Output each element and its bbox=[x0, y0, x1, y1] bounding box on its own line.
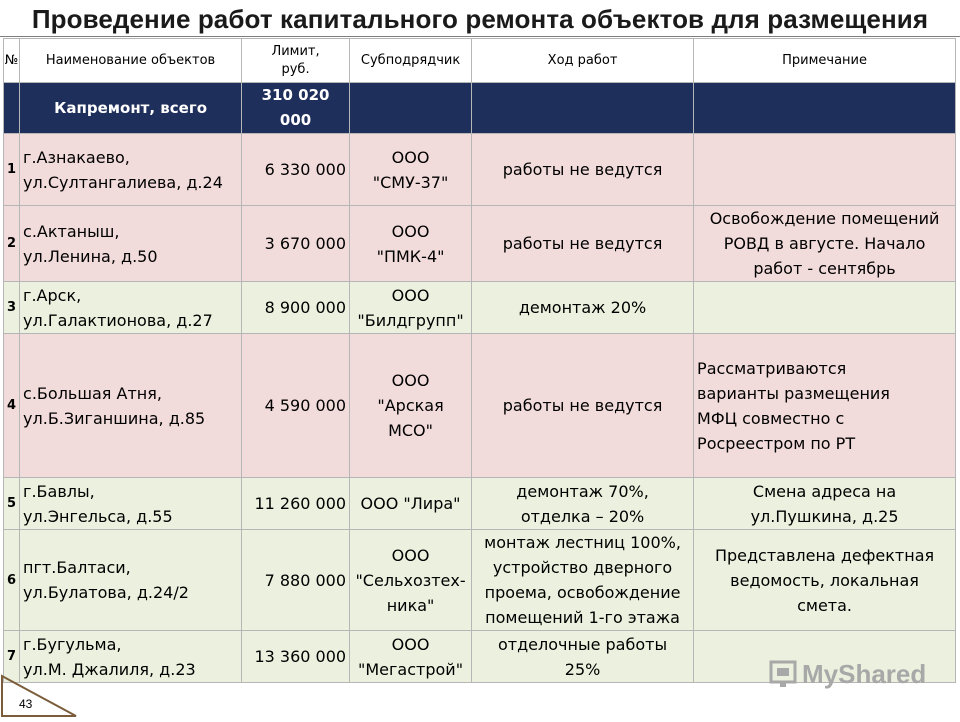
contractor bbox=[350, 530, 472, 631]
table-header-row bbox=[4, 39, 956, 83]
contractor-line: ника" bbox=[386, 595, 435, 615]
title-divider bbox=[0, 36, 960, 37]
work-progress-line: демонтаж 70%, bbox=[516, 481, 649, 501]
work-progress-line: работы не ведутся bbox=[502, 160, 663, 179]
work-progress-line: работы не ведутся bbox=[502, 396, 663, 415]
table-row bbox=[4, 134, 956, 206]
col-header-no: № bbox=[4, 39, 20, 83]
object-name-line: ул.Энгельса, д.55 bbox=[23, 506, 173, 526]
contractor bbox=[350, 206, 472, 282]
object-name-line: с.Большая Атня, bbox=[23, 383, 162, 403]
contractor-line: ООО bbox=[391, 147, 430, 167]
contractor-line: ООО bbox=[391, 634, 430, 654]
object-name-line: ул.Ленина, д.50 bbox=[23, 246, 158, 266]
object-name-line: ул.Булатова, д.24/2 bbox=[23, 583, 189, 602]
object-name bbox=[20, 530, 242, 631]
work-progress-line: демонтаж 20% bbox=[518, 298, 647, 317]
note bbox=[694, 334, 956, 478]
object-name-line: г.Бугульма, bbox=[23, 634, 122, 654]
contractor-line: ООО bbox=[391, 545, 430, 565]
row-number: 5 bbox=[4, 478, 20, 530]
note-line: работ - сентябрь bbox=[753, 259, 896, 278]
object-name-line: г.Бавлы, bbox=[23, 481, 95, 501]
table-row bbox=[4, 282, 956, 334]
row-number: 3 bbox=[4, 282, 20, 334]
row-number: 6 bbox=[4, 530, 20, 631]
note-line: варианты размещения bbox=[697, 383, 890, 403]
contractor-line: ООО bbox=[391, 285, 430, 305]
object-name bbox=[20, 334, 242, 478]
object-name-line: ул.Б.Зиганшина, д.85 bbox=[23, 408, 206, 428]
limit-amount: 4 590 000 bbox=[242, 334, 350, 478]
work-progress bbox=[472, 282, 694, 334]
total-value: 310 020 000 bbox=[242, 83, 350, 134]
limit-amount: 6 330 000 bbox=[242, 134, 350, 206]
limit-amount: 3 670 000 bbox=[242, 206, 350, 282]
object-name-line: ул.Галактионова, д.27 bbox=[23, 310, 213, 330]
limit-amount: 8 900 000 bbox=[242, 282, 350, 334]
work-progress-line: монтаж лестниц 100%, bbox=[484, 533, 681, 552]
slide-number: 43 bbox=[19, 697, 33, 711]
limit-amount: 13 360 000 bbox=[242, 631, 350, 683]
note-line: Смена адреса на bbox=[752, 481, 897, 501]
object-name bbox=[20, 282, 242, 334]
work-progress-line: отделочные работы bbox=[498, 634, 668, 654]
work-progress bbox=[472, 530, 694, 631]
note bbox=[694, 530, 956, 631]
work-progress-line: проема, освобождение bbox=[484, 583, 681, 602]
watermark-text: MyShared bbox=[802, 658, 927, 689]
contractor-line: ООО bbox=[391, 221, 430, 241]
note-line: Рассматриваются bbox=[697, 358, 847, 378]
table-row bbox=[4, 206, 956, 282]
limit-amount: 7 880 000 bbox=[242, 530, 350, 631]
table-row bbox=[4, 334, 956, 478]
contractor-line: "Билдгрупп" bbox=[357, 310, 464, 330]
contractor-line: ООО "Лира" bbox=[360, 494, 461, 513]
work-progress-line: помещений 1-го этажа bbox=[485, 608, 680, 627]
object-name-line: пгт.Балтаси, bbox=[23, 558, 131, 577]
row-number: 4 bbox=[4, 334, 20, 478]
note-line: Представлена дефектная bbox=[714, 545, 935, 565]
contractor-line: "Арская bbox=[377, 396, 444, 415]
presentation-logo-icon bbox=[768, 659, 798, 689]
total-label: Капремонт, всего bbox=[20, 83, 242, 134]
corner-triangle-icon bbox=[0, 672, 80, 718]
total-row bbox=[4, 83, 956, 134]
note-line: Освобождение помещений bbox=[709, 209, 940, 228]
note-line: Росреестром по РТ bbox=[697, 433, 856, 453]
note bbox=[694, 282, 956, 334]
contractor bbox=[350, 282, 472, 334]
object-name-line: ул.Султангалиева, д.24 bbox=[23, 172, 223, 192]
contractor bbox=[350, 478, 472, 530]
contractor-line: "ПМК-4" bbox=[376, 246, 445, 266]
contractor-line: ООО bbox=[391, 371, 430, 390]
work-progress bbox=[472, 206, 694, 282]
contractor bbox=[350, 631, 472, 683]
table-row bbox=[4, 530, 956, 631]
work-progress-line: работы не ведутся bbox=[502, 234, 663, 253]
object-name-line: с.Актаныш, bbox=[23, 221, 120, 241]
note-line: ул.Пушкина, д.25 bbox=[750, 506, 899, 526]
work-progress-line: 25% bbox=[564, 659, 601, 679]
contractor bbox=[350, 334, 472, 478]
watermark bbox=[768, 656, 926, 692]
contractor-line: МСО" bbox=[388, 421, 434, 440]
col-header-contractor: Субподрядчик bbox=[350, 39, 472, 83]
contractor-line: "Мегастрой" bbox=[358, 659, 464, 679]
col-header-note: Примечание bbox=[694, 39, 956, 83]
slide-number-badge bbox=[0, 672, 80, 718]
note bbox=[694, 206, 956, 282]
repair-table bbox=[3, 38, 956, 683]
contractor bbox=[350, 134, 472, 206]
col-header-name: Наименование объектов bbox=[20, 39, 242, 83]
object-name-line: г.Азнакаево, bbox=[23, 147, 130, 167]
note bbox=[694, 478, 956, 530]
row-number: 2 bbox=[4, 206, 20, 282]
note-line: смета. bbox=[797, 595, 852, 615]
note-line: ведомость, локальная bbox=[730, 570, 919, 590]
col-header-progress: Ход работ bbox=[472, 39, 694, 83]
object-name-line: ул.М. Джалиля, д.23 bbox=[23, 659, 196, 679]
work-progress bbox=[472, 631, 694, 683]
row-number: 1 bbox=[4, 134, 20, 206]
work-progress bbox=[472, 334, 694, 478]
contractor-line: "СМУ-37" bbox=[372, 172, 449, 192]
object-name bbox=[20, 206, 242, 282]
work-progress-line: устройство дверного bbox=[492, 558, 673, 577]
note-line: РОВД в августе. Начало bbox=[723, 234, 926, 253]
contractor-line: "Сельхозтех- bbox=[355, 570, 466, 590]
object-name-line: г.Арск, bbox=[23, 285, 82, 305]
object-name bbox=[20, 478, 242, 530]
limit-amount: 11 260 000 bbox=[242, 478, 350, 530]
note-line: МФЦ совместно с bbox=[697, 408, 845, 428]
page-title: Проведение работ капитального ремонта объектов для размещения bbox=[31, 4, 929, 34]
work-progress bbox=[472, 134, 694, 206]
col-header-limit: Лимит, руб. bbox=[242, 39, 350, 83]
work-progress-line: отделка – 20% bbox=[520, 506, 645, 526]
object-name bbox=[20, 134, 242, 206]
note bbox=[694, 134, 956, 206]
row-number: 7 bbox=[4, 631, 20, 683]
work-progress bbox=[472, 478, 694, 530]
table-row bbox=[4, 478, 956, 530]
